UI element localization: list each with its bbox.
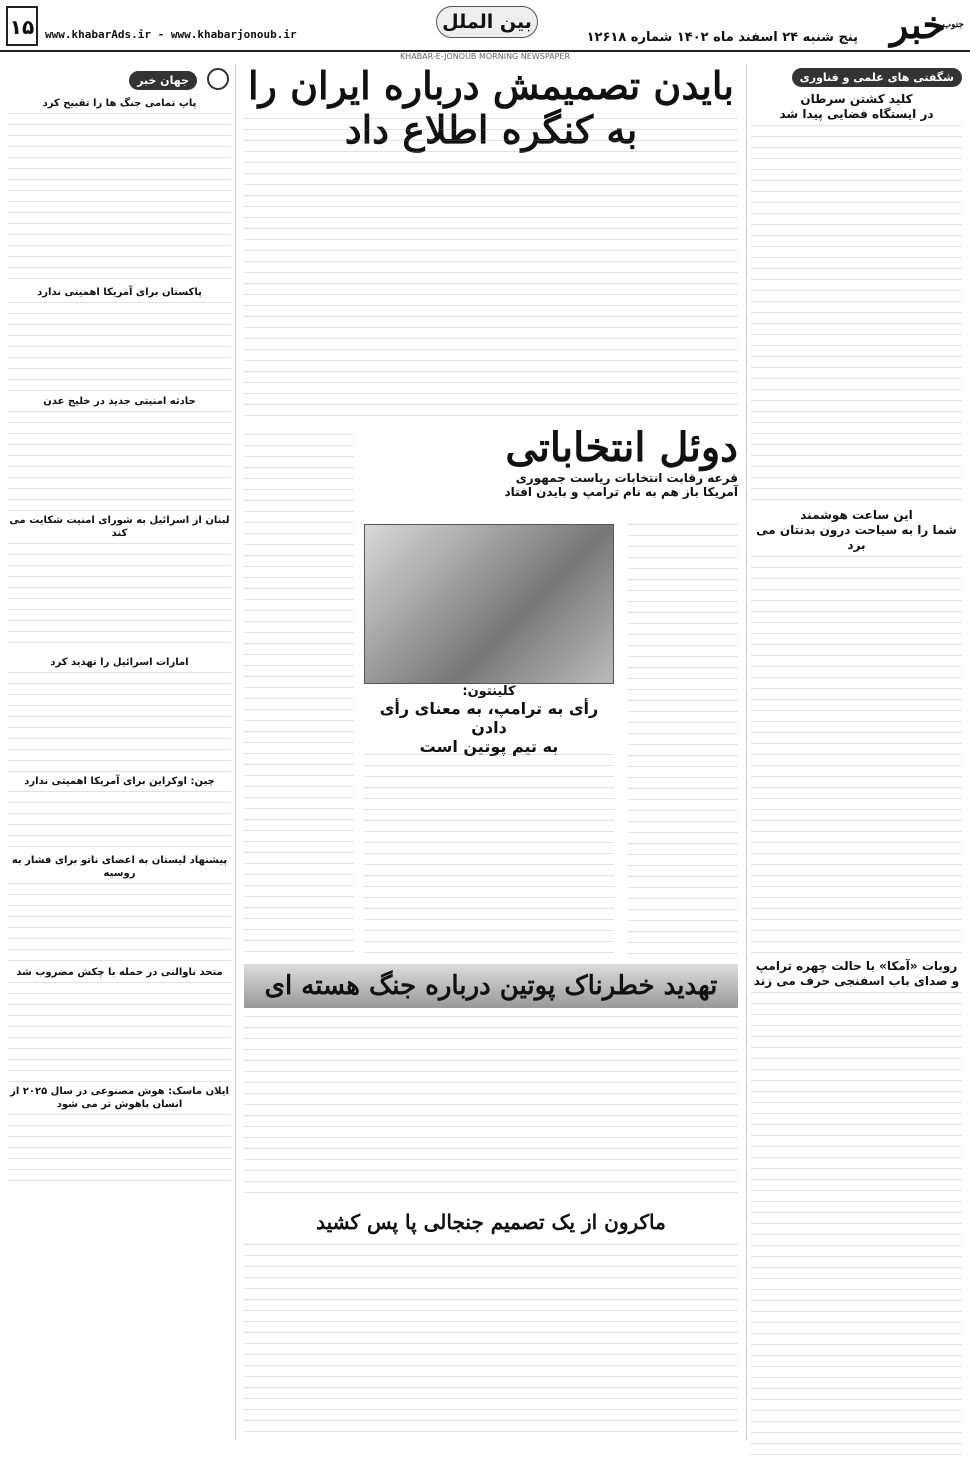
logo-text: خبر bbox=[890, 2, 946, 47]
putin-article-body bbox=[244, 1016, 738, 1196]
article-body bbox=[751, 125, 962, 505]
news-body bbox=[8, 411, 231, 511]
putin-headline: تهدید خطرناک پوتین درباره جنگ هسته ای bbox=[244, 964, 738, 1008]
masthead-strap: KHABAR-E-JONOUB MORNING NEWSPAPER bbox=[399, 52, 571, 61]
news-body bbox=[8, 302, 231, 392]
news-body bbox=[8, 672, 231, 772]
article-title: کلید کشتن سرطان در ایستگاه فضایی پیدا شد bbox=[779, 92, 934, 121]
duel-headline: دوئل انتخاباتی bbox=[505, 424, 738, 471]
science-column bbox=[746, 64, 966, 1440]
article-title: روبات «آمکا» با حالت چهره ترامپ و صدای باب اسفنجی حرف می زند bbox=[753, 959, 960, 988]
news-headline: حادثه امنیتی جدید در خلیج عدن bbox=[43, 396, 196, 407]
website-links[interactable]: www.khabarAds.ir - www.khabarjonoub.ir bbox=[45, 28, 297, 41]
issue-date: پنج شنبه ۲۴ اسفند ماه ۱۴۰۲ شماره ۱۲۶۱۸ bbox=[586, 30, 858, 45]
world-news-tag: جهان خبر bbox=[129, 71, 197, 90]
trump-biden-photo bbox=[364, 524, 614, 684]
macron-headline: ماکرون از یک تصمیم جنجالی پا پس کشید bbox=[316, 1210, 666, 1234]
news-body bbox=[8, 543, 231, 653]
news-body bbox=[8, 791, 231, 851]
clinton-article-body bbox=[364, 754, 614, 954]
newspaper-logo bbox=[872, 2, 964, 48]
news-body bbox=[8, 113, 231, 283]
section-title: بین الملل bbox=[436, 6, 538, 38]
main-headline: بایدن تصمیمش درباره ایران را به کنگره اطلاع داد bbox=[247, 63, 735, 152]
news-body bbox=[8, 883, 231, 963]
article-title: این ساعت هوشمند شما را به سیاحت درون بدنتان می برد bbox=[756, 508, 957, 552]
news-headline: پیشنهاد لیستان به اعضای ناتو برای فشار به روسیه bbox=[11, 855, 228, 879]
globe-icon bbox=[207, 68, 229, 90]
news-headline: چین: اوکراین برای آمریکا اهمیتی ندارد bbox=[24, 776, 215, 787]
news-headline: لبنان از اسرائیل به شورای امنیت شکایت می کند bbox=[9, 515, 230, 539]
news-headline: متحد ناوالنی در حمله با چکش مضروب شد bbox=[16, 967, 223, 978]
article-body bbox=[751, 992, 962, 1462]
science-tag: شگفتی های علمی و فناوری bbox=[792, 68, 962, 87]
article-body bbox=[751, 556, 962, 956]
logo-subtitle: جنوب bbox=[942, 20, 964, 30]
news-headline: ایلان ماسک: هوش مصنوعی در سال ۲۰۲۵ از انسان باهوش تر می شود bbox=[10, 1086, 229, 1110]
clinton-headline: رأی به ترامپ، به معنای رأی دادن به تیم پوتین است bbox=[379, 699, 599, 756]
duel-article-body bbox=[628, 524, 738, 954]
news-headline: امارات اسرائیل را تهدید کرد bbox=[50, 657, 189, 668]
macron-article-body bbox=[244, 1244, 738, 1440]
duel-subheadline: قرعه رقابت انتخابات ریاست جمهوری آمریکا باز هم به نام ترامپ و بایدن افتاد bbox=[504, 471, 738, 499]
duel-article-body-left bbox=[244, 434, 354, 954]
masthead bbox=[0, 0, 970, 52]
clinton-kicker: کلینتون: bbox=[462, 684, 516, 699]
main-article-body bbox=[244, 118, 738, 418]
news-body bbox=[8, 982, 231, 1082]
news-headline: پاکستان برای آمریکا اهمیتی ندارد bbox=[37, 287, 202, 298]
main-news-area bbox=[244, 64, 738, 1440]
news-headline: پاپ تمامی جنگ ها را تقبیح کرد bbox=[42, 98, 197, 109]
page-number: ۱۵ bbox=[6, 6, 38, 46]
world-news-column bbox=[4, 64, 236, 1440]
news-body bbox=[8, 1114, 231, 1184]
